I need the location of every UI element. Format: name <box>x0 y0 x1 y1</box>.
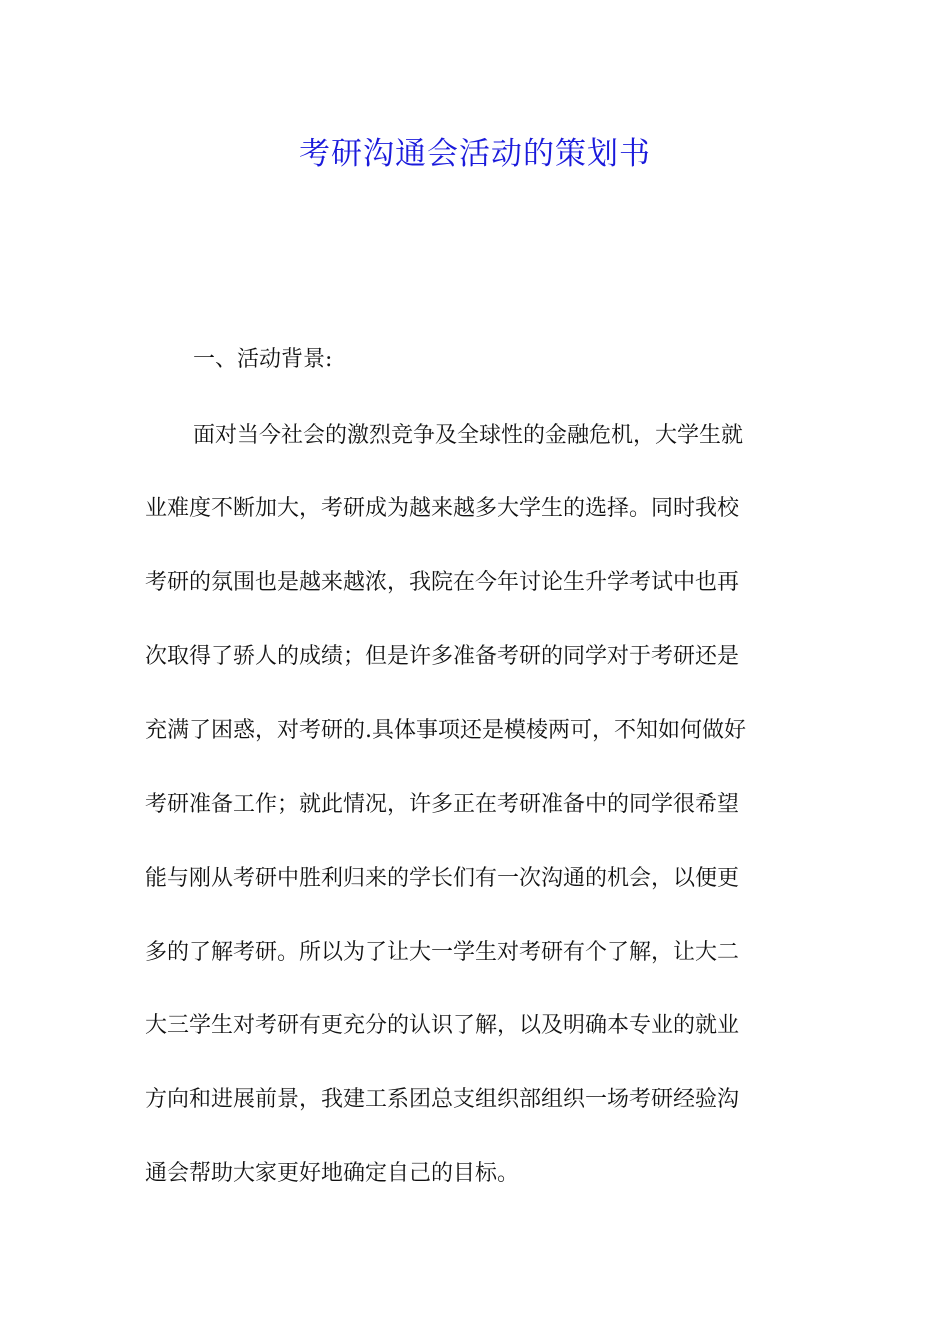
paragraph-line: 充满了困惑，对考研的.具体事项还是模棱两可，不知如何做好 <box>145 718 746 743</box>
paragraph-line: 业难度不断加大，考研成为越来越多大学生的选择。同时我校 <box>145 496 740 521</box>
paragraph-line: 方向和进展前景，我建工系团总支组织部组织一场考研经验沟 <box>145 1087 740 1112</box>
paragraph-line: 能与刚从考研中胜利归来的学长们有一次沟通的机会，以便更 <box>145 866 740 891</box>
paragraph-line: 大三学生对考研有更充分的认识了解，以及明确本专业的就业 <box>145 1013 740 1038</box>
paragraph-line: 考研的氛围也是越来越浓，我院在今年讨论生升学考试中也再 <box>145 570 740 595</box>
paragraph-line: 通会帮助大家更好地确定自己的目标。 <box>145 1161 520 1186</box>
paragraph-line: 次取得了骄人的成绩；但是许多准备考研的同学对于考研还是 <box>145 644 740 669</box>
paragraph-line: 面对当今社会的激烈竞争及全球性的金融危机，大学生就 <box>193 423 744 448</box>
paragraph-line: 考研准备工作；就此情况，许多正在考研准备中的同学很希望 <box>145 792 740 817</box>
paragraph-line: 多的了解考研。所以为了让大一学生对考研有个了解，让大二 <box>145 940 740 965</box>
section-heading: 一、活动背景: <box>193 347 333 372</box>
document-title: 考研沟通会活动的策划书 <box>299 136 651 172</box>
